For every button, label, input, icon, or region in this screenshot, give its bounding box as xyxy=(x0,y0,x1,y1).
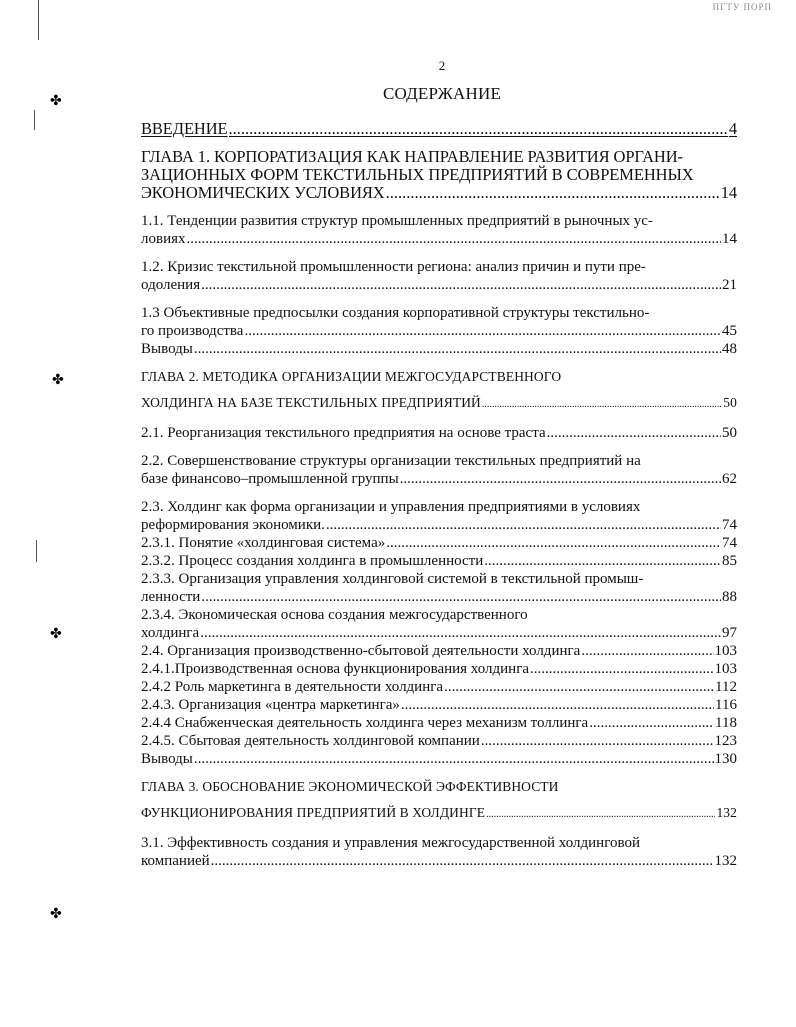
dot-leader xyxy=(211,852,714,870)
dot-leader xyxy=(547,424,721,442)
toc-entry-text-line: 1.2. Кризис текстильной промышленности региона: анализ причин и пути пре- xyxy=(141,259,646,275)
toc-entry-page: 74 xyxy=(722,535,737,551)
dot-leader xyxy=(530,660,713,678)
toc-entry-s2-2 xyxy=(141,452,737,488)
toc-entry-page: 85 xyxy=(722,553,737,569)
toc-entry-title: ЭКОНОМИЧЕСКИХ УСЛОВИЯХ xyxy=(141,183,385,202)
table-of-contents xyxy=(141,120,737,870)
dot-leader xyxy=(589,714,714,732)
toc-entry-title: 2.4.2 Роль маркетинга в деятельности холдинга xyxy=(141,679,444,695)
toc-entry-text-line: ГЛАВА 3. ОБОСНОВАНИЕ ЭКОНОМИЧЕСКОЙ ЭФФЕКТИВНОСТИ xyxy=(141,779,559,794)
toc-entry-title: 2.3.2. Процесс создания холдинга в промышленности xyxy=(141,553,484,569)
dot-leader xyxy=(200,624,721,642)
scan-edge-line xyxy=(36,540,37,562)
dot-leader xyxy=(484,552,721,570)
toc-entry-s2-3-1 xyxy=(141,534,737,552)
toc-entry-text-line: 1.1. Тенденции развития структур промышленных предприятий в рыночных ус- xyxy=(141,213,653,229)
dot-leader xyxy=(201,588,721,606)
dot-leader xyxy=(201,276,721,294)
toc-entry-ch1 xyxy=(141,148,737,202)
toc-entry-title: го производства xyxy=(141,323,244,339)
toc-entry-text-line: 2.3.4. Экономическая основа создания межгосударственного xyxy=(141,607,528,623)
corner-annotation: ПГТУ ПОРП xyxy=(712,2,772,12)
toc-entry-ch2 xyxy=(141,368,737,414)
toc-entry-text-line: ГЛАВА 1. КОРПОРАТИЗАЦИЯ КАК НАПРАВЛЕНИЕ РАЗВИТИЯ ОРГАНИ- xyxy=(141,147,683,166)
toc-entry-concl2 xyxy=(141,750,737,768)
toc-entry-title: ВВЕДЕНИЕ xyxy=(141,119,228,138)
toc-entry-title: ХОЛДИНГА НА БАЗЕ ТЕКСТИЛЬНЫХ ПРЕДПРИЯТИЙ xyxy=(141,395,481,410)
dot-leader xyxy=(187,230,722,248)
toc-entry-text-line: ЗАЦИОННЫХ ФОРМ ТЕКСТИЛЬНЫХ ПРЕДПРИЯТИЙ В СОВРЕМЕННЫХ xyxy=(141,165,694,184)
toc-entry-title: одоления xyxy=(141,277,201,293)
toc-entry-page: 103 xyxy=(714,643,737,659)
toc-entry-title: реформирования экономики. xyxy=(141,517,325,533)
toc-entry-page: 45 xyxy=(722,323,737,339)
dot-leader xyxy=(486,804,715,824)
toc-entry-title: 2.4. Организация производственно-сбытовой деятельности холдинга xyxy=(141,643,581,659)
scan-edge-line xyxy=(34,110,35,130)
toc-entry-title: ловиях xyxy=(141,231,186,247)
toc-entry-page: 112 xyxy=(715,679,737,695)
toc-entry-page: 130 xyxy=(714,751,737,767)
page-title: СОДЕРЖАНИЕ xyxy=(382,84,502,103)
toc-entry-title: ленности xyxy=(141,589,201,605)
page-number: 2 xyxy=(438,58,446,73)
toc-entry-s2-3-3 xyxy=(141,570,737,606)
toc-entry-s1-1 xyxy=(141,212,737,248)
toc-entry-title: 2.4.5. Сбытовая деятельность холдинговой компании xyxy=(141,733,480,749)
toc-entry-ch3 xyxy=(141,778,737,824)
dot-leader xyxy=(481,732,714,750)
toc-entry-text-line: 2.3. Холдинг как форма организации и управления предприятиями в условиях xyxy=(141,499,641,515)
toc-entry-page: 116 xyxy=(715,697,737,713)
toc-entry-text-line: 1.3 Объективные предпосылки создания корпоративной структуры текстильно- xyxy=(141,305,650,321)
toc-entry-intro xyxy=(141,120,737,138)
toc-entry-page: 132 xyxy=(716,805,737,820)
toc-entry-page: 88 xyxy=(722,589,737,605)
toc-entry-page: 123 xyxy=(714,733,737,749)
toc-entry-text-line: 3.1. Эффективность создания и управления межгосударственной холдинговой xyxy=(141,835,640,851)
toc-entry-title: 2.1. Реорганизация текстильного предприятия на основе траста xyxy=(141,425,546,441)
toc-entry-title: холдинга xyxy=(141,625,200,641)
dot-leader xyxy=(326,516,721,534)
binding-mark-icon: ✤ xyxy=(50,627,62,642)
toc-entry-page: 21 xyxy=(722,277,737,293)
toc-entry-page: 118 xyxy=(715,715,737,731)
toc-entry-title: базе финансово–промышленной группы xyxy=(141,471,399,487)
toc-entry-page: 132 xyxy=(714,853,737,869)
dot-leader xyxy=(400,470,721,488)
dot-leader xyxy=(229,120,728,138)
toc-entry-page: 50 xyxy=(723,395,737,410)
toc-entry-s1-2 xyxy=(141,258,737,294)
toc-entry-s2-3-4 xyxy=(141,606,737,642)
toc-entry-s1-3 xyxy=(141,304,737,340)
toc-entry-title: 2.4.3. Организация «центра маркетинга» xyxy=(141,697,400,713)
dot-leader xyxy=(444,678,714,696)
toc-entry-title: Выводы xyxy=(141,341,193,357)
toc-entry-page: 14 xyxy=(722,231,737,247)
toc-entry-s2-4-5 xyxy=(141,732,737,750)
dot-leader xyxy=(386,534,721,552)
toc-entry-page: 4 xyxy=(728,119,737,138)
toc-entry-s2-3 xyxy=(141,498,737,534)
toc-entry-text-line xyxy=(141,796,737,804)
binding-mark-icon: ✤ xyxy=(50,907,62,922)
toc-entry-page: 14 xyxy=(720,183,737,202)
toc-entry-text-line: ГЛАВА 2. МЕТОДИКА ОРГАНИЗАЦИИ МЕЖГОСУДАРСТВЕННОГО xyxy=(141,369,562,384)
dot-leader xyxy=(401,696,714,714)
dot-leader xyxy=(482,394,722,414)
dot-leader xyxy=(194,340,721,358)
binding-mark-icon: ✤ xyxy=(52,373,64,388)
toc-entry-title: ФУНКЦИОНИРОВАНИЯ ПРЕДПРИЯТИЙ В ХОЛДИНГЕ xyxy=(141,805,486,820)
toc-entry-text-line: 2.3.3. Организация управления холдинговой системой в текстильной промыш- xyxy=(141,571,644,587)
toc-entry-page: 50 xyxy=(722,425,737,441)
scan-edge-line xyxy=(38,0,39,40)
dot-leader xyxy=(194,750,714,768)
toc-entry-page: 74 xyxy=(722,517,737,533)
toc-entry-s2-4-3 xyxy=(141,696,737,714)
dot-leader xyxy=(244,322,721,340)
toc-entry-page: 97 xyxy=(722,625,737,641)
toc-entry-title: Выводы xyxy=(141,751,193,767)
toc-entry-s2-4-2 xyxy=(141,678,737,696)
toc-entry-s2-3-2 xyxy=(141,552,737,570)
toc-entry-s2-4-1 xyxy=(141,660,737,678)
toc-entry-s2-4-4 xyxy=(141,714,737,732)
toc-entry-page: 103 xyxy=(714,661,737,677)
toc-entry-s3-1 xyxy=(141,834,737,870)
binding-mark-icon: ✤ xyxy=(50,94,62,109)
toc-entry-page: 48 xyxy=(722,341,737,357)
toc-entry-s2-1 xyxy=(141,424,737,442)
toc-entry-title: 2.4.4 Снабженческая деятельность холдинга через механизм толлинга xyxy=(141,715,589,731)
toc-entry-title: компанией xyxy=(141,853,210,869)
toc-entry-page: 62 xyxy=(722,471,737,487)
toc-entry-s2-4 xyxy=(141,642,737,660)
dot-leader xyxy=(386,184,720,202)
toc-entry-title: 2.4.1.Производственная основа функционирования холдинга xyxy=(141,661,530,677)
toc-entry-concl1 xyxy=(141,340,737,358)
toc-entry-text-line xyxy=(141,386,737,394)
toc-entry-text-line: 2.2. Совершенствование структуры организации текстильных предприятий на xyxy=(141,453,641,469)
toc-entry-title: 2.3.1. Понятие «холдинговая система» xyxy=(141,535,386,551)
dot-leader xyxy=(581,642,713,660)
